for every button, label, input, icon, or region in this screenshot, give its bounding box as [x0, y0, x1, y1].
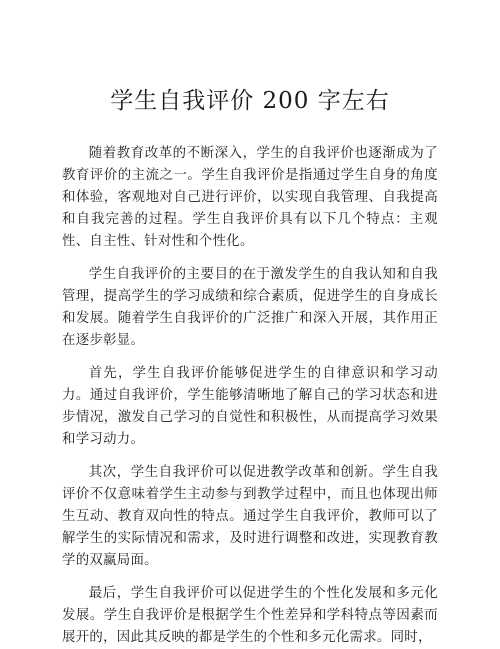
paragraph-1: 随着教育改革的不断深入，学生的自我评价也逐渐成为了教育评价的主流之一。学生自我评价是指通过学生自身的角度和体验，客观地对自己进行评价，以实现自我管理、自我提高和自我完善的过程。学生自我评价具有以下几个特点：主观性、自主性、针对性和个性化。	[62, 146, 438, 249]
document-body	[62, 143, 438, 649]
paragraph-4: 其次，学生自我评价可以促进教学改革和创新。学生自我评价不仅意味着学生主动参与到教学过程中，而且也体现出师生互动、教育双向性的特点。通过学生自我评价，教师可以了解学生的实际情况和需求，及时进行调整和改进，实现教育教学的双赢局面。	[62, 465, 438, 568]
paragraph-2: 学生自我评价的主要目的在于激发学生的自我认知和自我管理，提高学生的学习成绩和综合素质，促进学生的自身成长和发展。随着学生自我评价的广泛推广和深入开展，其作用正在逐步彰显。	[62, 267, 438, 348]
document-title: 学生自我评价 200 字左右	[110, 88, 390, 114]
paragraph-5: 最后，学生自我评价可以促进学生的个性化发展和多元化发展。学生自我评价是根据学生个性差异和学科特点等因素而展开的，因此其反映的都是学生的个性和多元化需求。同时，	[62, 586, 438, 645]
paragraph-3: 首先，学生自我评价能够促进学生的自律意识和学习动力。通过自我评价，学生能够清晰地了解自己的学习状态和进步情况，激发自己学习的自觉性和积极性，从而提高学习效果和学习动力。	[62, 366, 438, 447]
